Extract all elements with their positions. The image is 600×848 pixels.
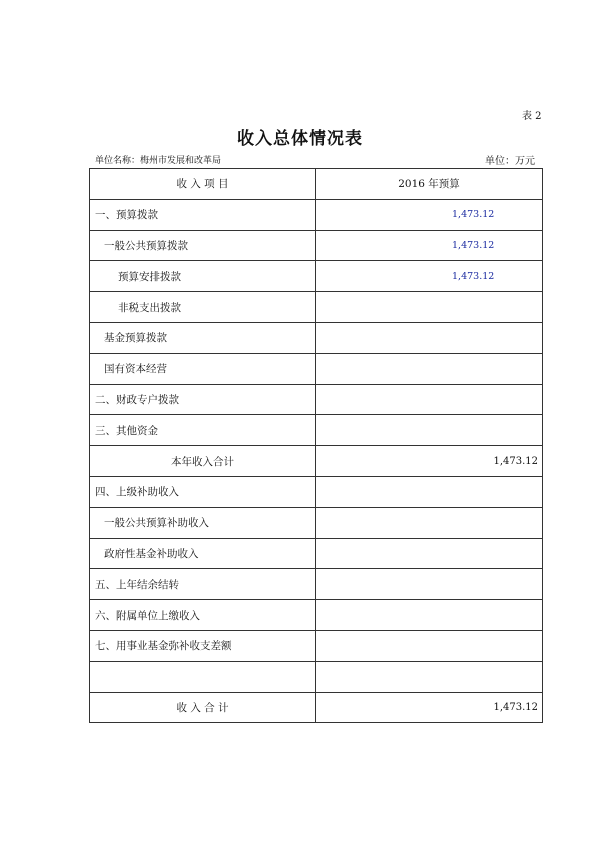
row-label: 七、用事业基金弥补收支差额 (90, 630, 316, 661)
row-label: 预算安排拨款 (90, 261, 316, 292)
row-label (90, 661, 316, 692)
table-row (90, 353, 543, 384)
subtotal-row (90, 446, 543, 477)
row-label: 一般公共预算补助收入 (90, 507, 316, 538)
row-label: 五、上年结余结转 (90, 569, 316, 600)
table-row (90, 384, 543, 415)
table-row (90, 600, 543, 631)
grand-total-label: 收 入 合 计 (90, 692, 316, 723)
currency-unit-label: 单位：万元 (485, 156, 535, 167)
row-value (316, 630, 543, 661)
row-value (316, 661, 543, 692)
table-row (90, 230, 543, 261)
row-label: 非税支出拨款 (90, 292, 316, 323)
subtotal-label: 本年收入合计 (90, 446, 316, 477)
table-row (90, 199, 543, 230)
grand-total-value: 1,473.12 (316, 692, 543, 723)
row-value (316, 353, 543, 384)
blank-row (90, 661, 543, 692)
row-label: 二、财政专户拨款 (90, 384, 316, 415)
row-value: 1,473.12 (316, 261, 543, 292)
row-value: 1,473.12 (316, 199, 543, 230)
row-value (316, 507, 543, 538)
grand-total-row (90, 692, 543, 723)
row-value (316, 538, 543, 569)
table-row (90, 292, 543, 323)
row-label: 三、其他资金 (90, 415, 316, 446)
row-label: 一、预算拨款 (90, 199, 316, 230)
table-row (90, 507, 543, 538)
header-budget: 2016 年预算 (316, 169, 543, 200)
row-label: 政府性基金补助收入 (90, 538, 316, 569)
row-label: 国有资本经营 (90, 353, 316, 384)
table-row (90, 415, 543, 446)
page-title: 收入总体情况表 (237, 129, 363, 149)
row-value (316, 476, 543, 507)
income-summary-table (89, 168, 543, 723)
row-value (316, 600, 543, 631)
row-value (316, 384, 543, 415)
header-item: 收 入 项 目 (90, 169, 316, 200)
table-row (90, 630, 543, 661)
table-row (90, 261, 543, 292)
table-row (90, 476, 543, 507)
row-label: 四、上级补助收入 (90, 476, 316, 507)
table-row (90, 538, 543, 569)
row-label: 基金预算拨款 (90, 322, 316, 353)
row-label: 一般公共预算拨款 (90, 230, 316, 261)
row-value (316, 415, 543, 446)
unit-name-label: 单位名称：梅州市发展和改革局 (95, 156, 222, 166)
table-row (90, 569, 543, 600)
table-row (90, 322, 543, 353)
row-value: 1,473.12 (316, 230, 543, 261)
row-value (316, 292, 543, 323)
table-header-row (90, 169, 543, 200)
table-number: 表 2 (522, 111, 542, 122)
row-value (316, 322, 543, 353)
subtotal-value: 1,473.12 (316, 446, 543, 477)
row-value (316, 569, 543, 600)
row-label: 六、附属单位上缴收入 (90, 600, 316, 631)
